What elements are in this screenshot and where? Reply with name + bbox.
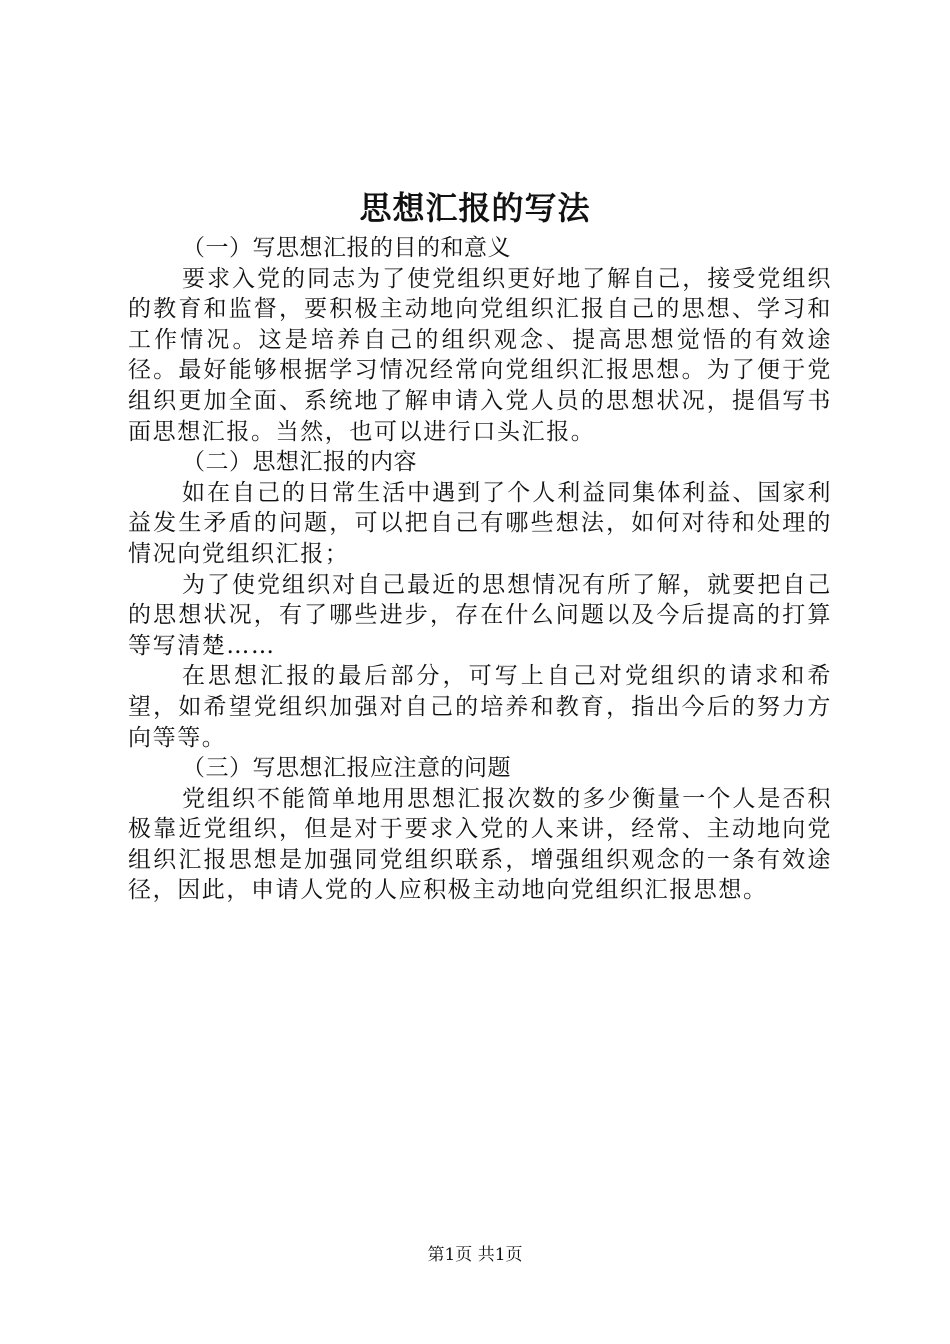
section-heading-2: （二）思想汇报的内容 — [182, 449, 417, 476]
document-body — [128, 233, 832, 906]
page-footer: 第1页 共1页 — [427, 1245, 523, 1265]
section-heading-3: （三）写思想汇报应注意的问题 — [182, 755, 511, 782]
section-1-paragraph-1: 要求入党的同志为了使党组织更好地了解自己，接受党组织的教育和监督，要积极主动地向党组织汇报自己的思想、学习和工作情况。这是培养自己的组织观念、提高思想觉悟的有效途径。最好能够根据学习情况经常向党组织汇报思想。为了便于党组织更加全面、系统地了解申请入党人员的思想状况，提倡写书面思想汇报。当然，也可以进行口头汇报。 — [128, 265, 832, 445]
section-3-paragraph-1: 党组织不能简单地用思想汇报次数的多少衡量一个人是否积极靠近党组织，但是对于要求入党的人来讲，经常、主动地向党组织汇报思想是加强同党组织联系，增强组织观念的一条有效途径，因此，申请人党的人应积极主动地向党组织汇报思想。 — [128, 785, 832, 904]
section-2-paragraph-3: 在思想汇报的最后部分，可写上自己对党组织的请求和希望，如希望党组织加强对自己的培养和教育，指出今后的努力方向等等。 — [128, 663, 832, 751]
section-heading-1: （一）写思想汇报的目的和意义 — [182, 235, 511, 261]
document-title: 思想汇报的写法 — [359, 189, 591, 227]
section-2-paragraph-2: 为了使党组织对自己最近的思想情况有所了解，就要把自己的思想状况，有了哪些进步，存在什么问题以及今后提高的打算等写清楚…… — [128, 571, 832, 659]
section-2-paragraph-1: 如在自己的日常生活中遇到了个人利益同集体利益、国家利益发生矛盾的问题，可以把自己有哪些想法，如何对待和处理的情况向党组织汇报； — [128, 479, 832, 567]
